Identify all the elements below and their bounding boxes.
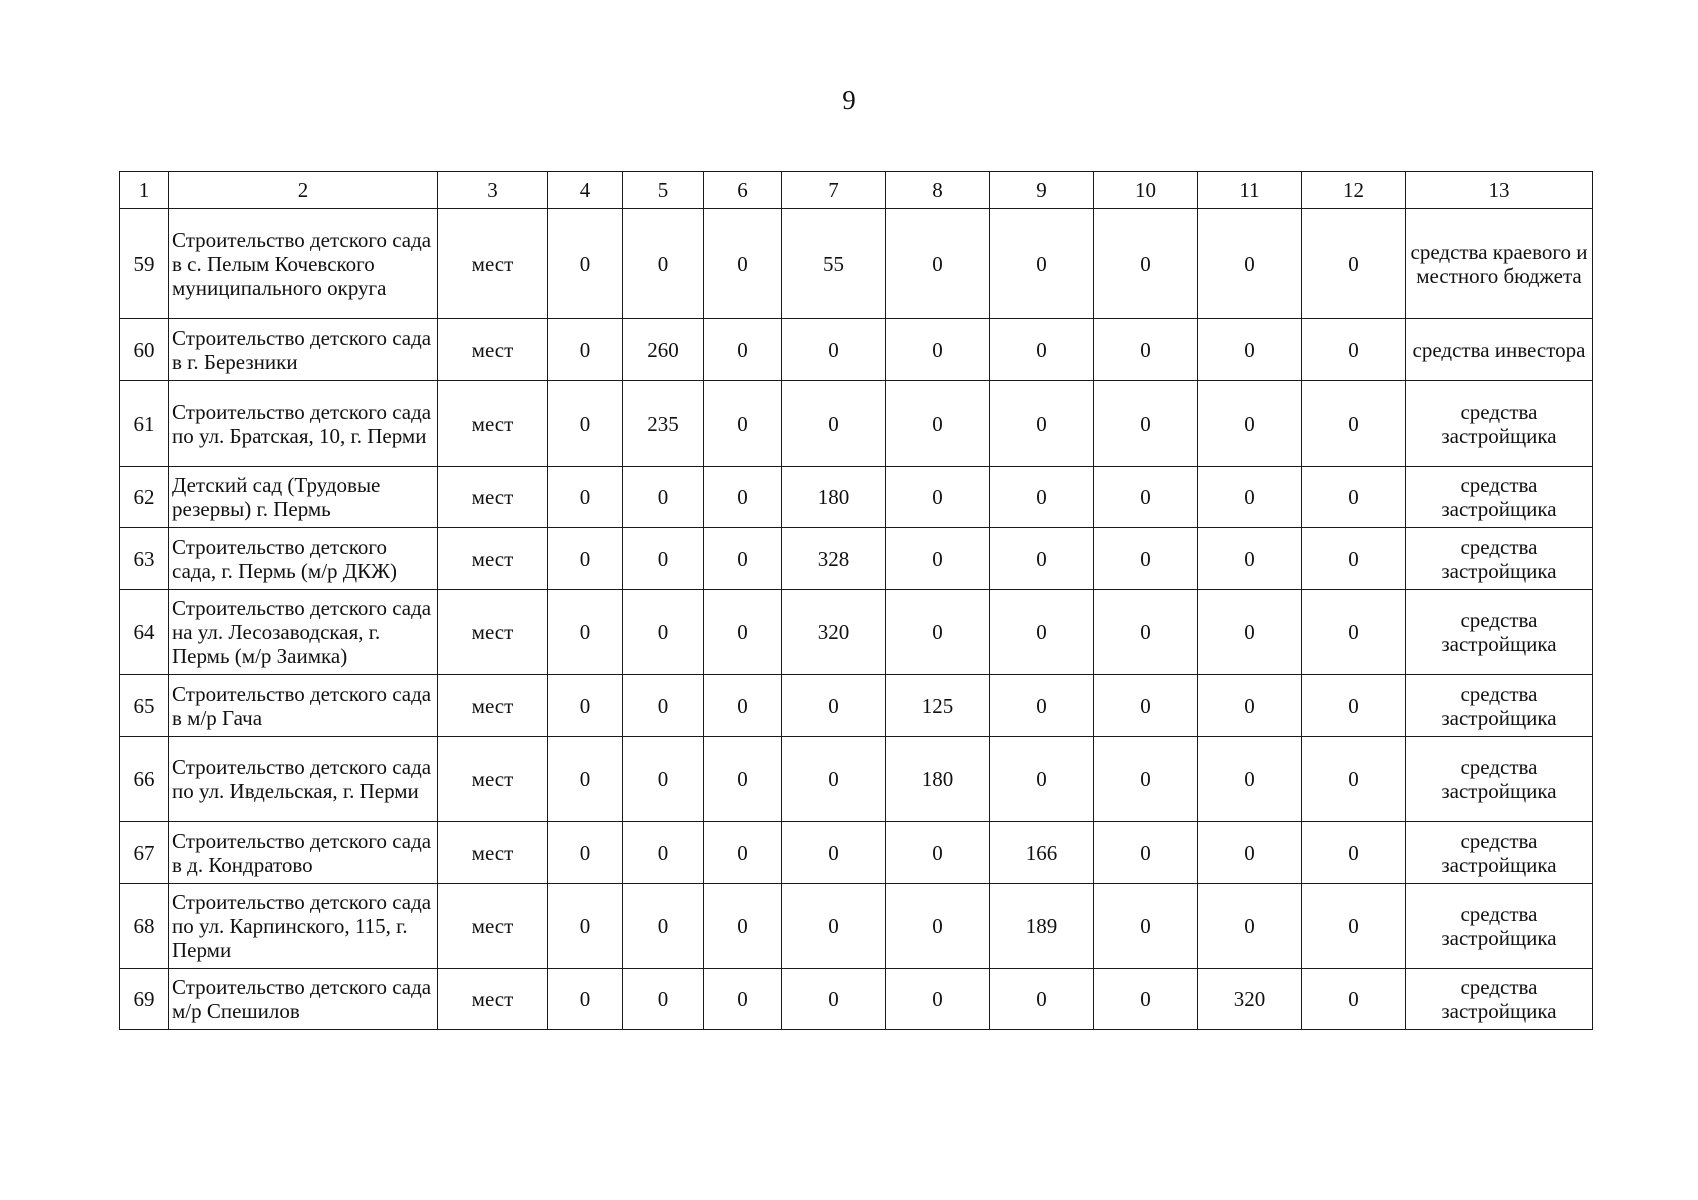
column-header: 5 — [623, 172, 704, 209]
value-cell: 0 — [1198, 209, 1302, 319]
value-cell: 0 — [1094, 528, 1198, 590]
value-cell: 0 — [886, 467, 990, 528]
value-cell: 0 — [623, 737, 704, 822]
value-cell: 0 — [704, 675, 782, 737]
value-cell: 0 — [548, 528, 623, 590]
object-name: Строительство детского сада в с. Пелым Кочевского муниципального округа — [169, 209, 438, 319]
funding-source: средства застройщика — [1406, 675, 1593, 737]
unit: мест — [438, 822, 548, 884]
table-row — [120, 590, 1593, 675]
unit: мест — [438, 209, 548, 319]
funding-source: средства застройщика — [1406, 590, 1593, 675]
table-row — [120, 822, 1593, 884]
value-cell: 0 — [548, 884, 623, 969]
page-number: 9 — [842, 85, 856, 115]
value-cell: 0 — [1094, 822, 1198, 884]
value-cell: 0 — [704, 381, 782, 467]
value-cell: 0 — [1198, 590, 1302, 675]
value-cell: 0 — [623, 209, 704, 319]
value-cell: 0 — [782, 319, 886, 381]
value-cell: 0 — [1302, 528, 1406, 590]
value-cell: 0 — [1094, 381, 1198, 467]
funding-source: средства краевого и местного бюджета — [1406, 209, 1593, 319]
value-cell: 0 — [990, 590, 1094, 675]
value-cell: 0 — [548, 319, 623, 381]
value-cell: 0 — [990, 319, 1094, 381]
value-cell: 0 — [704, 822, 782, 884]
unit: мест — [438, 381, 548, 467]
value-cell: 180 — [886, 737, 990, 822]
object-name: Строительство детского сада, г. Пермь (м/р ДКЖ) — [169, 528, 438, 590]
object-name: Строительство детского сада на ул. Лесозаводская, г. Пермь (м/р Заимка) — [169, 590, 438, 675]
column-header: 1 — [120, 172, 169, 209]
value-cell: 0 — [1302, 822, 1406, 884]
value-cell: 0 — [1094, 467, 1198, 528]
value-cell: 0 — [704, 209, 782, 319]
table-row — [120, 884, 1593, 969]
funding-source: средства застройщика — [1406, 737, 1593, 822]
funding-source: средства застройщика — [1406, 467, 1593, 528]
object-name: Строительство детского сада по ул. Ивдельская, г. Перми — [169, 737, 438, 822]
column-header: 13 — [1406, 172, 1593, 209]
object-name: Детский сад (Трудовые резервы) г. Пермь — [169, 467, 438, 528]
unit: мест — [438, 737, 548, 822]
value-cell: 0 — [782, 822, 886, 884]
unit: мест — [438, 528, 548, 590]
value-cell: 0 — [990, 675, 1094, 737]
table-row — [120, 381, 1593, 467]
construction-table — [119, 171, 1593, 1030]
value-cell: 0 — [886, 822, 990, 884]
row-number: 59 — [120, 209, 169, 319]
value-cell: 0 — [886, 381, 990, 467]
value-cell: 260 — [623, 319, 704, 381]
value-cell: 328 — [782, 528, 886, 590]
funding-source: средства застройщика — [1406, 822, 1593, 884]
value-cell: 0 — [548, 381, 623, 467]
value-cell: 166 — [990, 822, 1094, 884]
value-cell: 0 — [1302, 969, 1406, 1030]
unit: мест — [438, 467, 548, 528]
table-row — [120, 467, 1593, 528]
value-cell: 0 — [704, 590, 782, 675]
value-cell: 0 — [1094, 737, 1198, 822]
unit: мест — [438, 969, 548, 1030]
value-cell: 0 — [623, 822, 704, 884]
column-header: 7 — [782, 172, 886, 209]
value-cell: 0 — [704, 467, 782, 528]
column-header: 12 — [1302, 172, 1406, 209]
value-cell: 320 — [782, 590, 886, 675]
value-cell: 0 — [1302, 590, 1406, 675]
value-cell: 0 — [886, 884, 990, 969]
row-number: 69 — [120, 969, 169, 1030]
value-cell: 0 — [1302, 467, 1406, 528]
funding-source: средства застройщика — [1406, 381, 1593, 467]
value-cell: 0 — [886, 319, 990, 381]
value-cell: 0 — [548, 737, 623, 822]
value-cell: 0 — [1094, 319, 1198, 381]
row-number: 66 — [120, 737, 169, 822]
value-cell: 0 — [1198, 319, 1302, 381]
value-cell: 0 — [782, 381, 886, 467]
value-cell: 180 — [782, 467, 886, 528]
value-cell: 0 — [548, 969, 623, 1030]
value-cell: 0 — [782, 969, 886, 1030]
value-cell: 0 — [1094, 969, 1198, 1030]
value-cell: 0 — [704, 319, 782, 381]
value-cell: 0 — [1198, 822, 1302, 884]
value-cell: 0 — [1198, 675, 1302, 737]
column-header: 8 — [886, 172, 990, 209]
value-cell: 0 — [990, 528, 1094, 590]
unit: мест — [438, 675, 548, 737]
value-cell: 235 — [623, 381, 704, 467]
value-cell: 0 — [1198, 737, 1302, 822]
column-header: 11 — [1198, 172, 1302, 209]
value-cell: 0 — [990, 737, 1094, 822]
column-header: 3 — [438, 172, 548, 209]
value-cell: 0 — [1302, 209, 1406, 319]
value-cell: 0 — [548, 675, 623, 737]
value-cell: 0 — [1094, 675, 1198, 737]
row-number: 62 — [120, 467, 169, 528]
table-row — [120, 969, 1593, 1030]
value-cell: 0 — [886, 528, 990, 590]
value-cell: 0 — [1302, 737, 1406, 822]
value-cell: 0 — [990, 209, 1094, 319]
value-cell: 125 — [886, 675, 990, 737]
column-header: 10 — [1094, 172, 1198, 209]
value-cell: 0 — [704, 737, 782, 822]
row-number: 63 — [120, 528, 169, 590]
table-row — [120, 209, 1593, 319]
value-cell: 0 — [623, 590, 704, 675]
funding-source: средства застройщика — [1406, 969, 1593, 1030]
table-row — [120, 675, 1593, 737]
value-cell: 0 — [704, 528, 782, 590]
object-name: Строительство детского сада по ул. Карпинского, 115, г. Перми — [169, 884, 438, 969]
value-cell: 0 — [623, 528, 704, 590]
row-number: 68 — [120, 884, 169, 969]
value-cell: 0 — [548, 209, 623, 319]
row-number: 60 — [120, 319, 169, 381]
table-row — [120, 319, 1593, 381]
value-cell: 0 — [782, 675, 886, 737]
object-name: Строительство детского сада м/р Спешилов — [169, 969, 438, 1030]
value-cell: 0 — [1198, 884, 1302, 969]
unit: мест — [438, 319, 548, 381]
row-number: 61 — [120, 381, 169, 467]
value-cell: 0 — [623, 675, 704, 737]
value-cell: 0 — [704, 969, 782, 1030]
value-cell: 0 — [1302, 884, 1406, 969]
column-header: 4 — [548, 172, 623, 209]
value-cell: 0 — [1094, 884, 1198, 969]
value-cell: 0 — [548, 822, 623, 884]
value-cell: 0 — [1302, 675, 1406, 737]
value-cell: 0 — [886, 969, 990, 1030]
value-cell: 320 — [1198, 969, 1302, 1030]
unit: мест — [438, 590, 548, 675]
funding-source: средства инвестора — [1406, 319, 1593, 381]
column-header: 6 — [704, 172, 782, 209]
value-cell: 0 — [990, 381, 1094, 467]
value-cell: 0 — [782, 737, 886, 822]
value-cell: 0 — [1094, 590, 1198, 675]
funding-source: средства застройщика — [1406, 884, 1593, 969]
column-header: 2 — [169, 172, 438, 209]
object-name: Строительство детского сада в м/р Гача — [169, 675, 438, 737]
value-cell: 189 — [990, 884, 1094, 969]
unit: мест — [438, 884, 548, 969]
value-cell: 0 — [1302, 381, 1406, 467]
value-cell: 0 — [548, 590, 623, 675]
value-cell: 0 — [1094, 209, 1198, 319]
funding-source: средства застройщика — [1406, 528, 1593, 590]
object-name: Строительство детского сада в г. Березники — [169, 319, 438, 381]
value-cell: 0 — [704, 884, 782, 969]
table-body — [120, 172, 1593, 1030]
value-cell: 55 — [782, 209, 886, 319]
value-cell: 0 — [1198, 528, 1302, 590]
row-number: 65 — [120, 675, 169, 737]
value-cell: 0 — [886, 590, 990, 675]
value-cell: 0 — [548, 467, 623, 528]
value-cell: 0 — [623, 884, 704, 969]
header-row — [120, 172, 1593, 209]
value-cell: 0 — [623, 969, 704, 1030]
column-header: 9 — [990, 172, 1094, 209]
value-cell: 0 — [623, 467, 704, 528]
value-cell: 0 — [990, 969, 1094, 1030]
object-name: Строительство детского сада по ул. Братская, 10, г. Перми — [169, 381, 438, 467]
row-number: 64 — [120, 590, 169, 675]
table-row — [120, 528, 1593, 590]
row-number: 67 — [120, 822, 169, 884]
value-cell: 0 — [1302, 319, 1406, 381]
value-cell: 0 — [990, 467, 1094, 528]
value-cell: 0 — [1198, 467, 1302, 528]
value-cell: 0 — [782, 884, 886, 969]
value-cell: 0 — [1198, 381, 1302, 467]
object-name: Строительство детского сада в д. Кондратово — [169, 822, 438, 884]
table-row — [120, 737, 1593, 822]
value-cell: 0 — [886, 209, 990, 319]
